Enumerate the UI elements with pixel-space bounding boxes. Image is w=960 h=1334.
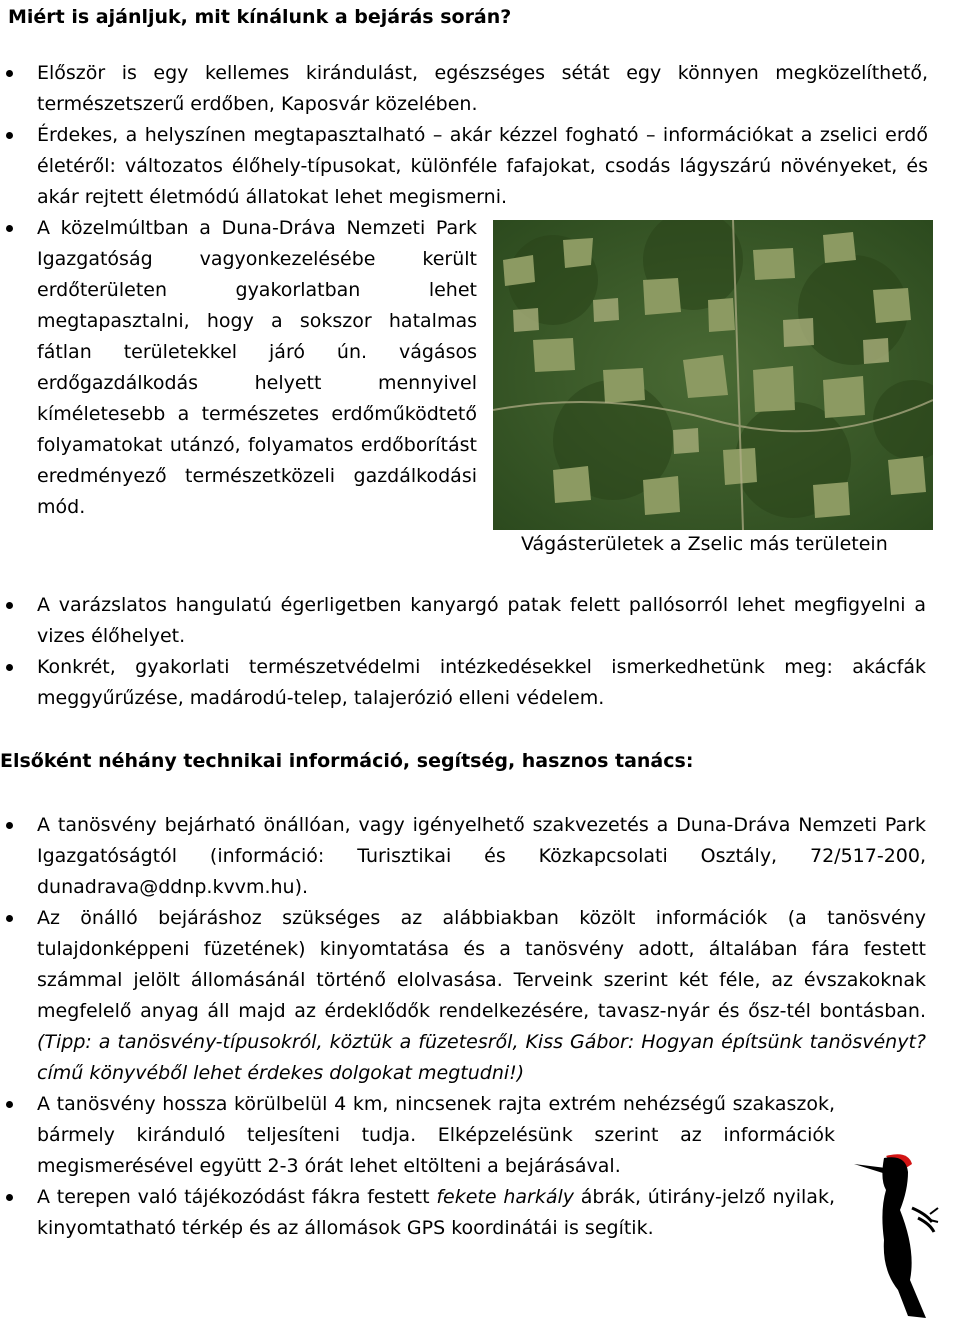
section-heading: Miért is ajánljuk, mit kínálunk a bejárás során? bbox=[8, 6, 512, 28]
list-item: Konkrét, gyakorlati természetvédelmi intézkedésekkel ismerkedhetünk meg: akácfák meggyűrűzése, madárodú-telep, talajerózió elleni védelem. bbox=[0, 652, 926, 714]
aerial-forest-photo bbox=[493, 220, 933, 530]
italic-term: fekete harkály bbox=[436, 1186, 574, 1208]
list-item: A közelmúltban a Duna-Dráva Nemzeti Park Igazgatóság vagyonkezelésébe került erdőterületen gyakorlatban lehet megtapasztalni, hogy a sokszor hatalmas fátlan területekkel járó ún. vágásos erdőgazdálkodás helyett mennyivel kíméletesebb a természetes erdőműködtető folyamatokat utánzó, folyamatos erdőborítást eredményező természetközeli gazdálkodási mód. bbox=[0, 213, 477, 523]
list-item-text: A terepen való tájékozódást fákra festett bbox=[37, 1186, 437, 1208]
list-item: Érdekes, a helyszínen megtapasztalható – akár kézzel fogható – információkat a zselici erdő életéről: változatos élőhely-típusokat, különféle fafajokat, csodás lágyszárú növényeket, és akár rejtett életmódú állatokat lehet megismerni. bbox=[0, 120, 928, 213]
technical-info-list bbox=[0, 810, 926, 1244]
list-item: A varázslatos hangulatú égerligetben kanyargó patak felett pallósorról lehet megfigyelni a vizes élőhelyet. bbox=[0, 590, 926, 652]
list-item bbox=[0, 1182, 835, 1244]
tip-text: (Tipp: a tanösvény-típusokról, köztük a füzetesről, Kiss Gábor: Hogyan építsünk tanösvényt? című könyvéből lehet érdekes dolgokat megtudni!) bbox=[37, 1031, 926, 1084]
forest-photo-image bbox=[493, 220, 933, 530]
list-item: Először is egy kellemes kirándulást, egészséges sétát egy könnyen megközelíthető, természetszerű erdőben, Kaposvár közelében. bbox=[0, 58, 928, 120]
features-list-continued bbox=[0, 590, 926, 714]
black-woodpecker-icon bbox=[846, 1150, 940, 1324]
list-item: A tanösvény bejárható önállóan, vagy igényelhető szakvezetés a Duna-Dráva Nemzeti Park Igazgatóságtól (információ: Turisztikai és Közkapcsolati Osztály, 72/517-200, dunadrava@ddnp.kvvm.hu). bbox=[0, 810, 926, 903]
list-item: A tanösvény hossza körülbelül 4 km, nincsenek rajta extrém nehézségű szakaszok, bármely kiránduló teljesíteni tudja. Elképzelésünk szerint az információk megismerésével együtt 2-3 órát lehet eltölteni a bejárásával. bbox=[0, 1089, 835, 1182]
section-heading: Elsőként néhány technikai információ, segítség, hasznos tanács: bbox=[0, 750, 694, 772]
list-item-text: Az önálló bejáráshoz szükséges az alábbiakban közölt információk (a tanösvény tulajdonképpeni füzetének) kinyomtatása és a tanösvény adott, általában fára festett számmal jelölt állomásánál történő elolvasása. Terveink szerint két féle, az évszakoknak megfelelő anyag áll majd az érdeklődők rendelkezésére, tavasz-nyár és ősz-tél bontásban. bbox=[37, 907, 926, 1022]
list-item-text: ábrák, útirány-jelző nyilak, kinyomtatható térkép és az állomások GPS koordinátái is segítik. bbox=[37, 1186, 835, 1239]
list-item bbox=[0, 903, 926, 1089]
photo-caption: Vágásterületek a Zselic más területein bbox=[521, 533, 888, 555]
